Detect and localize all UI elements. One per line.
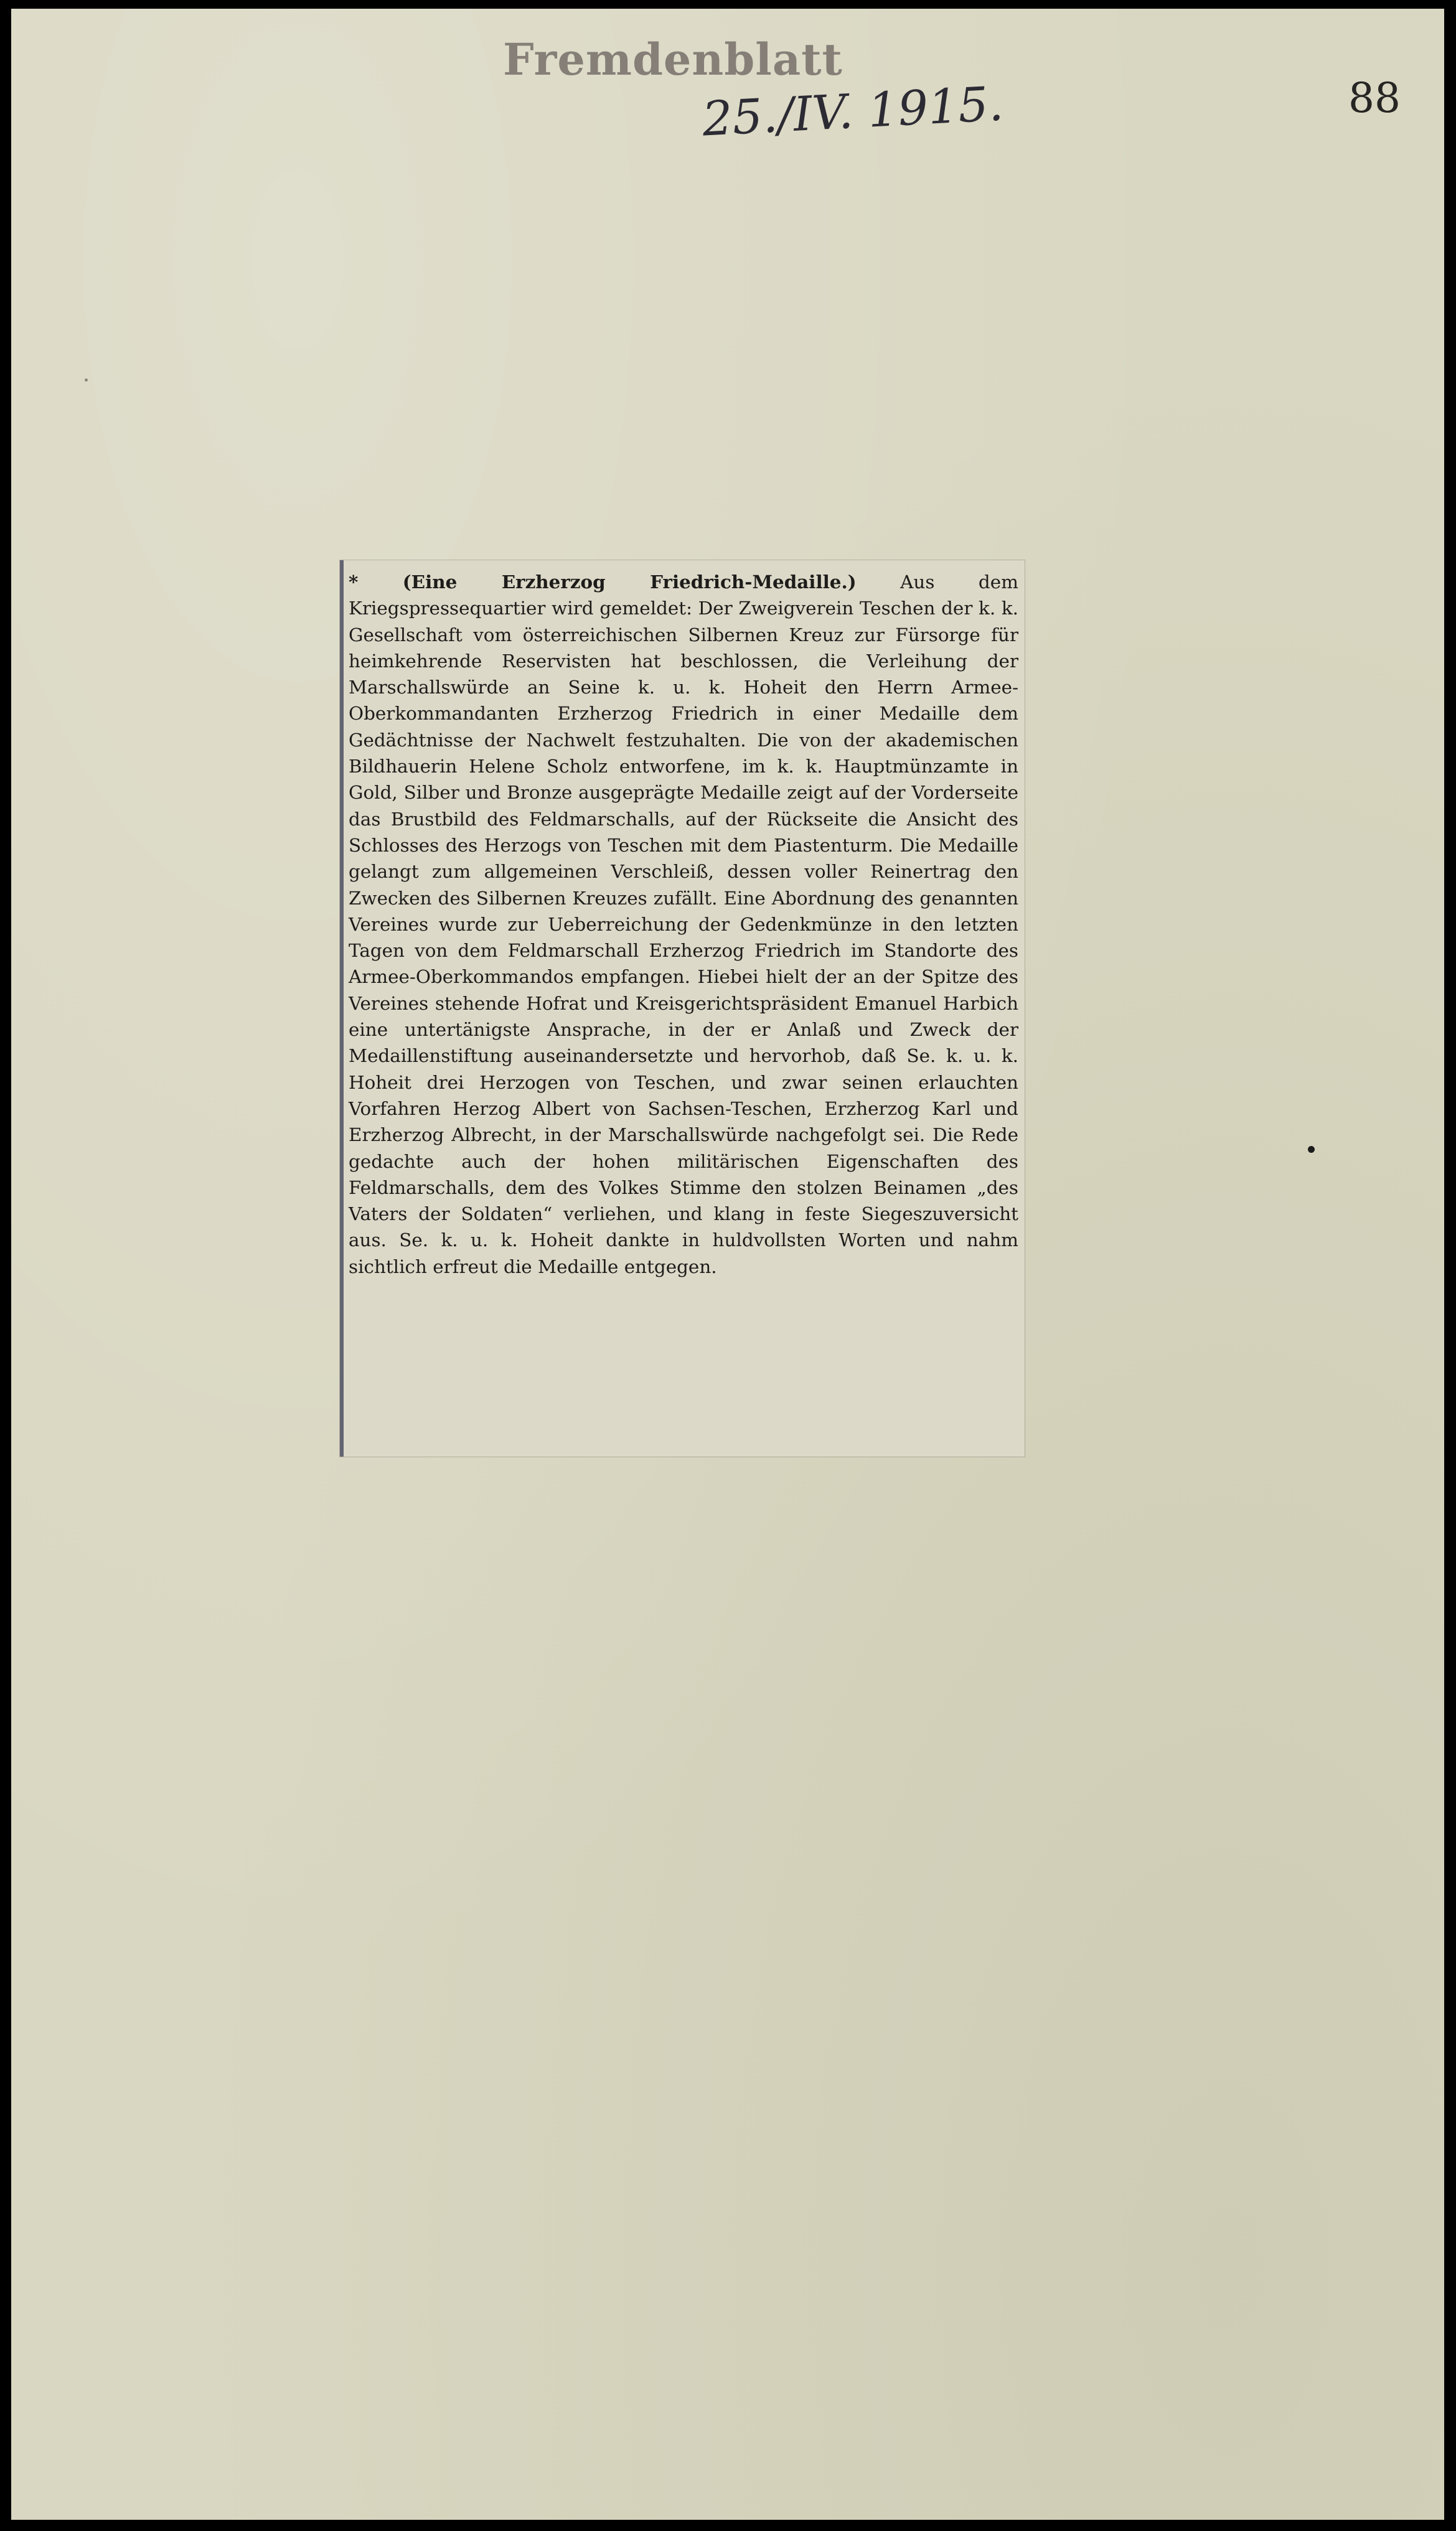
newspaper-stamp: Fremdenblatt — [503, 34, 843, 85]
article-body: Aus dem Kriegspressequartier wird gemeldet: Der Zweigverein Teschen der k. k. Gesellschaft vom österreichischen Silbernen Kreuz zur Fürsorge für heimkehrende Reservisten hat beschlossen, die Verleihung der Marschallswürde an Seine k. u. k. Hoheit den Herrn Armee-Oberkommandanten Erzherzog Friedrich in einer Medaille dem Gedächtnisse der Nachwelt festzuhalten. Die von der akademischen Bildhauerin Helene Scholz entworfene, im k. k. Hauptmünzamte in Gold, Silber und Bronze ausgeprägte Medaille zeigt auf der Vorderseite das Brustbild des Feldmarschalls, auf der Rückseite die Ansicht des Schlosses des Herzogs von Teschen mit dem Piastenturm. Die Medaille gelangt zum allgemeinen Verschleiß, dessen voller Reinertrag den Zwecken des Silbernen Kreuzes zufällt. Eine Abordnung des genannten Vereines wurde zur Ueberreichung der Gedenkmünze in den letzten Tagen von dem Feldmarschall Erzherzog Friedrich im Standorte des Armee-Oberkommandos empfangen. Hiebei hielt der an der Spitze des Vereines stehende Hofrat und Kreisgerichtspräsident Emanuel Harbich eine untertänigste Ansprache, in der er Anlaß und Zweck der Medaillenstiftung auseinandersetzte und hervorhob, daß Se. k. u. k. Hoheit drei Herzogen von Teschen, und zwar seinen erlauchten Vorfahren Herzog Albert von Sachsen-Teschen, Erzherzog Karl und Erzherzog Albrecht, in der Marschallswürde nachgefolgt sei. Die Rede gedachte auch der hohen militärischen Eigenschaften des Feldmarschalls, dem des Volkes Stimme den stolzen Beinamen „des Vaters der Soldaten“ verliehen, und klang in feste Siegeszuversicht aus. Se. k. u. k. Hoheit dankte in huldvollsten Worten und nahm sichtlich erfreut die Medaille entgegen. — [349, 571, 1025, 1277]
handwritten-date: 25./IV. 1915. — [701, 75, 1005, 147]
newspaper-clipping — [340, 560, 1025, 1457]
ink-dot — [1308, 1146, 1315, 1153]
paper-speck — [85, 378, 88, 382]
article-title: * (Eine Erzherzog Friedrich-Medaille.) — [349, 571, 857, 593]
page-number: 88 — [1348, 74, 1401, 122]
article-text — [349, 569, 1025, 1450]
archive-page — [11, 9, 1444, 2520]
clipping-edge-mark — [340, 560, 344, 1457]
